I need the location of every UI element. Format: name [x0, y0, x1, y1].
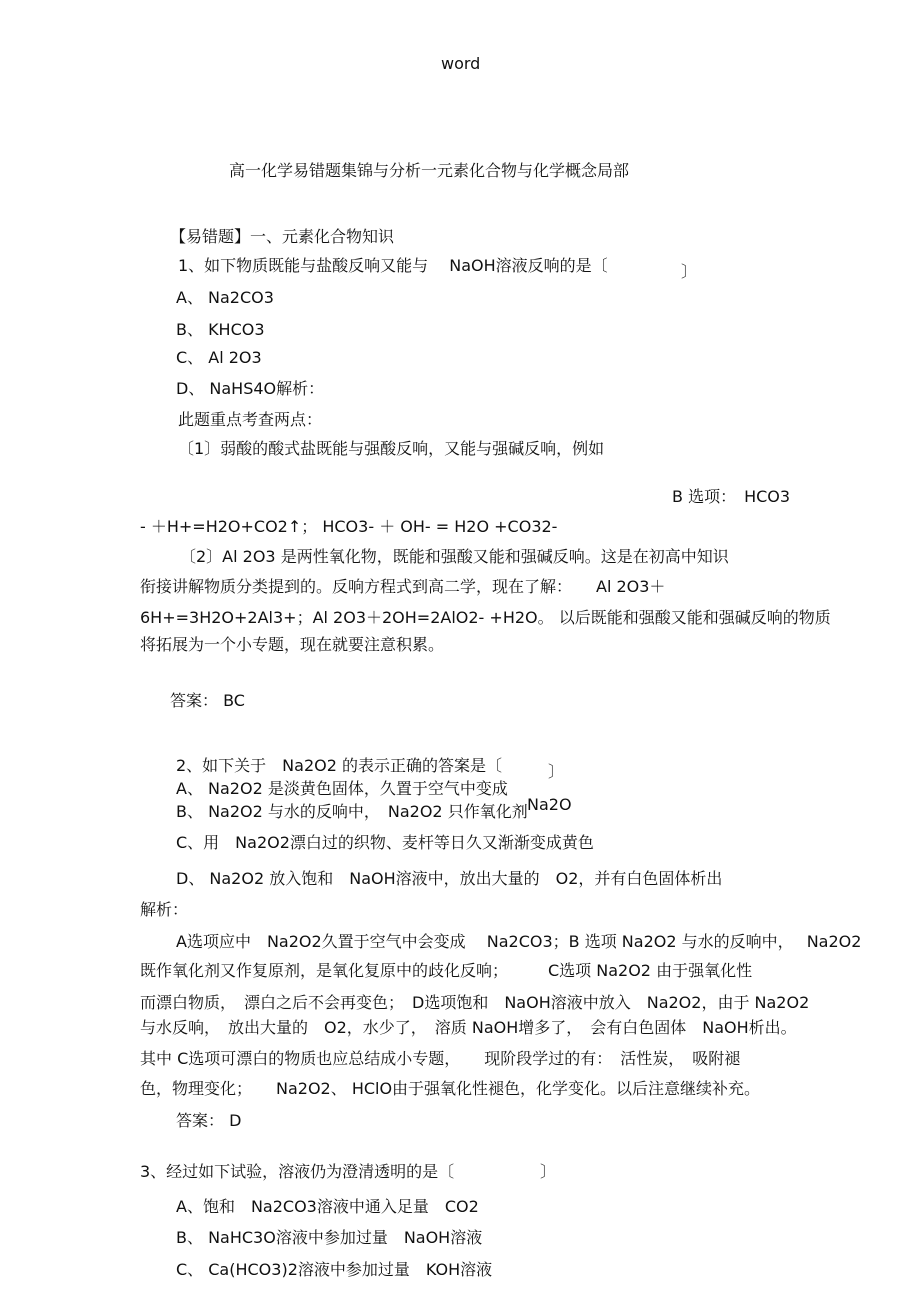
q2-analysis-label: 解析：	[140, 900, 189, 919]
section-heading: 【易错题】一、元素化合物知识	[170, 227, 395, 246]
q2-option-c: C、用 Na2O2漂白过的织物、麦杆等日久又渐渐变成黄色	[176, 833, 594, 852]
q1-answer: 答案： BC	[170, 691, 245, 710]
q2-analysis-line: 色，物理变化； Na2O2、 HClO由于强氧化性褪色，化学变化。以后注意继续补充。	[140, 1079, 761, 1098]
q1-analysis-line: 〔2〕Al 2O3 是两性氧化物，既能和强酸又能和强碱反响。这是在初高中知识	[180, 547, 729, 566]
q1-analysis-line: 此题重点考查两点：	[178, 410, 323, 429]
q3-option-b: B、 NaHC3O溶液中参加过量 NaOH溶液	[176, 1228, 483, 1247]
q1-stem: 1、如下物质既能与盐酸反响又能与 NaOH溶液反响的是〔	[178, 256, 608, 275]
q2-analysis-line: 既作氧化剂又作复原剂，是氧化复原中的歧化反响； C选项 Na2O2 由于强氧化性	[140, 961, 753, 980]
q1-option-b: B、 KHCO3	[176, 320, 265, 339]
q3-option-a: A、饱和 Na2CO3溶液中通入足量 CO2	[176, 1197, 479, 1216]
q3-stem: 3、经过如下试验，溶液仍为澄清透明的是〔	[140, 1162, 455, 1181]
q2-option-a: A、 Na2O2 是淡黄色固体，久置于空气中变成	[176, 779, 508, 798]
q1-option-d: D、 NaHS4O解析：	[176, 379, 325, 398]
q2-stem: 2、如下关于 Na2O2 的表示正确的答案是〔	[176, 756, 502, 775]
q1-bracket-close: 〕	[681, 262, 698, 281]
q2-option-b: B、 Na2O2 与水的反响中， Na2O2 只作氧化剂	[176, 802, 528, 821]
q2-option-a-tail: Na2O	[527, 795, 572, 814]
q3-option-c: C、 Ca(HCO3)2溶液中参加过量 KOH溶液	[176, 1260, 493, 1279]
q2-analysis-line: 与水反响， 放出大量的 O2，水少了， 溶质 NaOH增多了， 会有白色固体 NaOH析出。	[140, 1018, 797, 1037]
q2-analysis-line: A选项应中 Na2O2久置于空气中会变成 Na2CO3；B 选项 Na2O2 与水的反响中， Na2O2	[176, 932, 862, 951]
q1-analysis-line: B 选项： HCO3	[672, 487, 791, 506]
document-title: 高一化学易错题集锦与分析一元素化合物与化学概念局部	[229, 161, 630, 180]
page-header: word	[441, 54, 481, 73]
q1-analysis-line: 6H+=3H2O+2Al3+；Al 2O3＋2OH=2AlO2- +H2O。 以后既能和强酸又能和强碱反响的物质	[140, 608, 831, 627]
q1-analysis-line: 将拓展为一个小专题，现在就要注意积累。	[140, 635, 445, 654]
q1-option-a: A、 Na2CO3	[176, 288, 274, 307]
q2-bracket-close: 〕	[548, 762, 565, 781]
q1-analysis-line: - ＋H+=H2O+CO2↑； HCO3- ＋ OH- = H2O +CO32-	[140, 517, 558, 536]
q2-analysis-line: 而漂白物质， 漂白之后不会再变色； D选项饱和 NaOH溶液中放入 Na2O2，由于 Na2O2	[140, 993, 810, 1012]
q1-analysis-line: 衔接讲解物质分类提到的。反响方程式到高二学，现在了解： Al 2O3＋	[140, 577, 666, 596]
q2-option-d: D、 Na2O2 放入饱和 NaOH溶液中，放出大量的 O2，并有白色固体析出	[176, 869, 723, 888]
q2-answer: 答案： D	[176, 1111, 242, 1130]
q1-analysis-line: 〔1〕弱酸的酸式盐既能与强酸反响，又能与强碱反响，例如	[178, 439, 605, 458]
q3-bracket-close: 〕	[540, 1162, 557, 1181]
q1-option-c: C、 Al 2O3	[176, 348, 262, 367]
q2-analysis-line: 其中 C选项可漂白的物质也应总结成小专题， 现阶段学过的有： 活性炭， 吸附褪	[140, 1049, 741, 1068]
